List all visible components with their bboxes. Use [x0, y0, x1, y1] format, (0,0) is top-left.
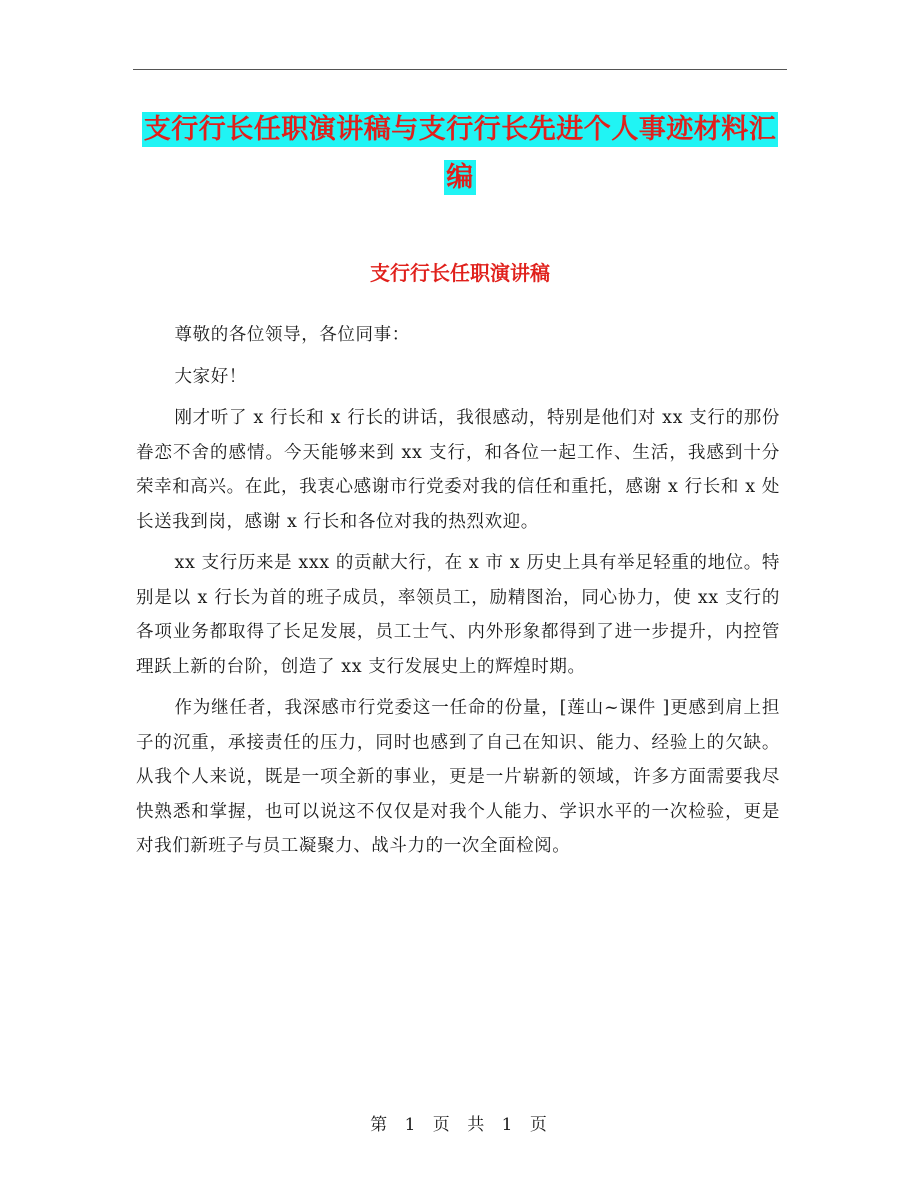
- paragraph-2: xx 支行历来是 xxx 的贡献大行，在 x 市 x 历史上具有举足轻重的地位。特别是以 x 行长为首的班子成员，率领员工，励精图治，同心协力，使 xx 支行的各项业务都取得了长足发展，员工士气、内外形象都得到了进一步提升，内控管理跃上新的台阶，创造了 xx 支行发展史上的辉煌时期。: [136, 553, 780, 677]
- section-title: 支行行长任职演讲稿: [370, 261, 550, 285]
- document-title-text: 支行行长任职演讲稿与支行行长先进个人事迹材料汇编: [143, 114, 777, 193]
- paragraph-1: 刚才听了 x 行长和 x 行长的讲话，我很感动，特别是他们对 xx 支行的那份眷恋不舍的感情。今天能够来到 xx 支行，和各位一起工作、生活，我感到十分荣幸和高兴。在此，我衷心感谢市行党委对我的信任和重托，感谢 x 行长和 x 处长送我到岗，感谢 x 行长和各位对我的热烈欢迎。: [136, 408, 780, 532]
- paragraph-salutation: 尊敬的各位领导，各位同事：: [174, 325, 410, 345]
- page-number-footer: 第 1 页 共 1 页: [370, 1115, 550, 1135]
- header-rule: [133, 69, 787, 70]
- paragraph-greeting: 大家好！: [174, 366, 247, 387]
- document-body: [136, 318, 780, 871]
- paragraph-3: 作为继任者，我深感市行党委这一任命的份量，[莲山~课件 ]更感到肩上担子的沉重，承接责任的压力，同时也感到了自己在知识、能力、经验上的欠缺。从我个人来说，既是一项全新的事业，更是一片崭新的领域，许多方面需要我尽快熟悉和掌握，也可以说这不仅仅是对我个人能力、学识水平的一次检验，更是对我们新班子与员工凝聚力、战斗力的一次全面检阅。: [136, 698, 780, 856]
- document-title: [133, 106, 787, 202]
